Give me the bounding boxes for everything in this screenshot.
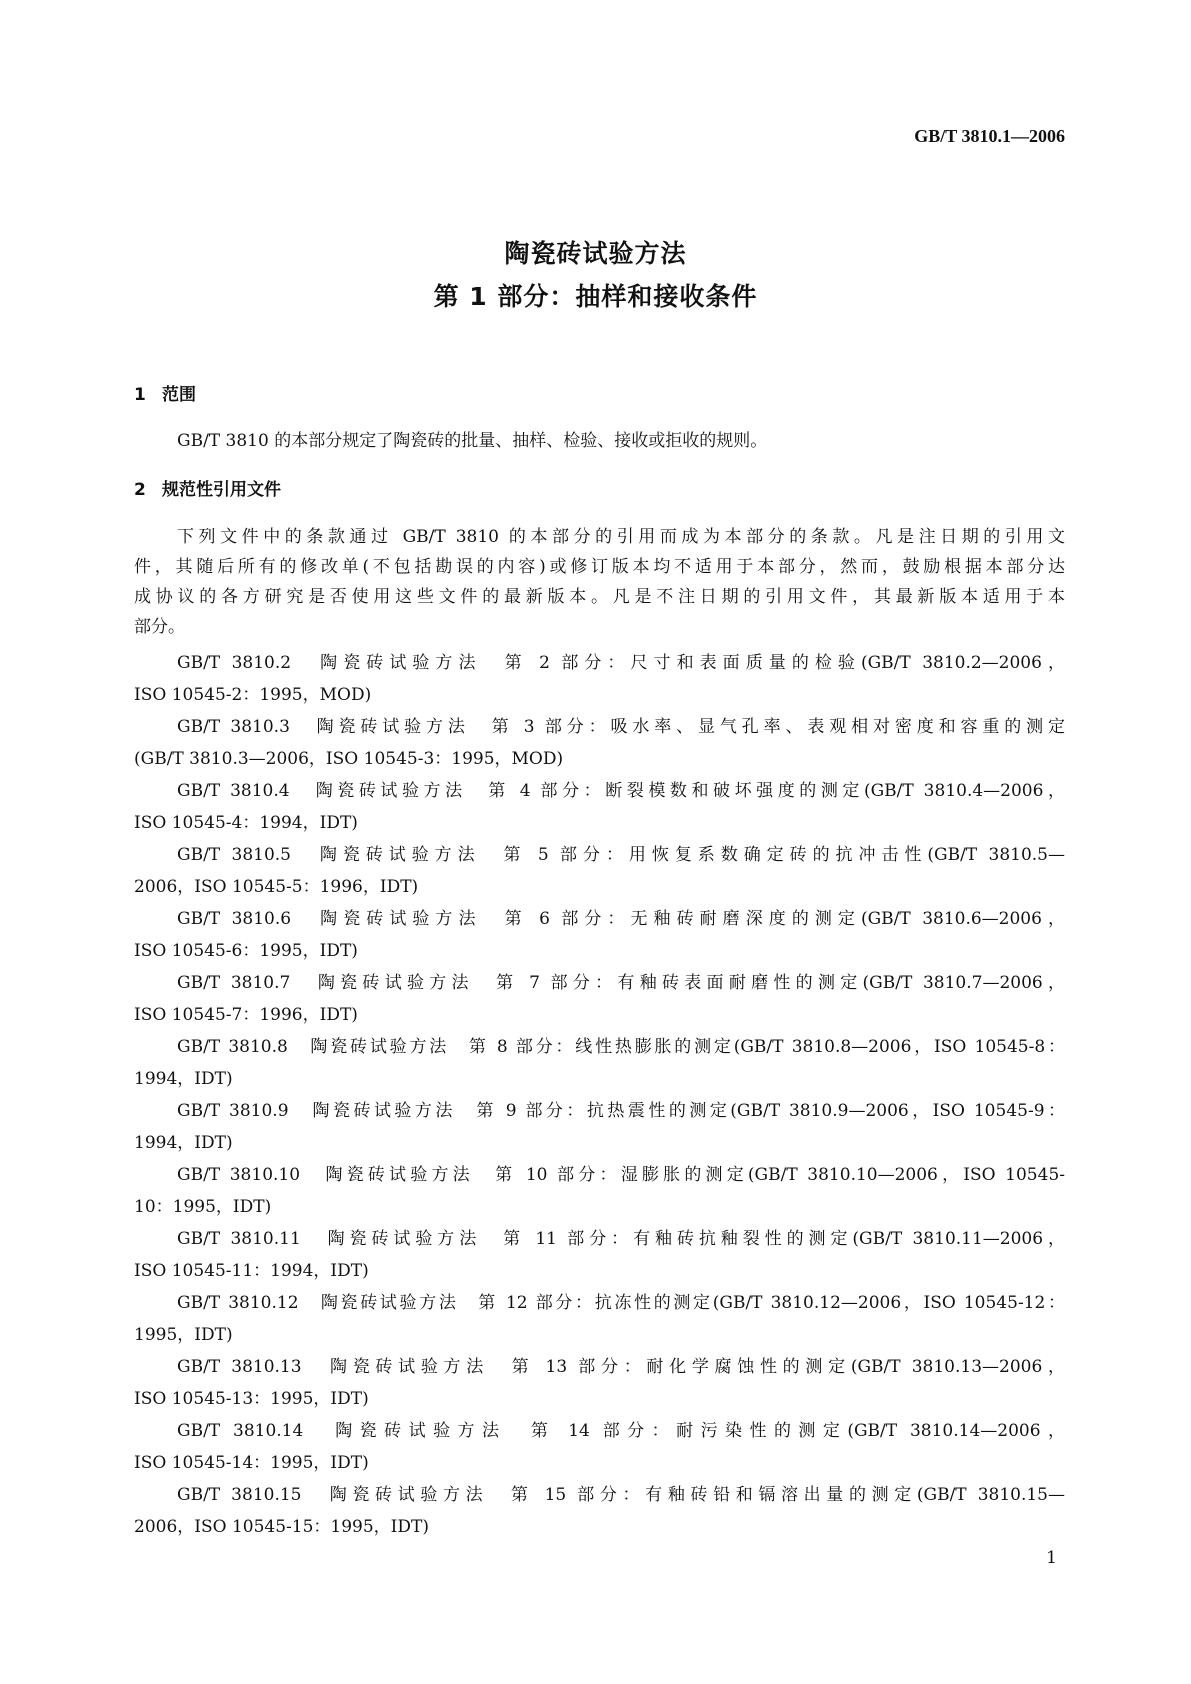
reference-line: GB/T 3810.11 陶瓷砖试验方法 第 11 部分：有釉砖抗釉裂性的测定(GB/T 3810.11—2006， — [177, 1229, 1065, 1249]
reference-line: GB/T 3810.7 陶瓷砖试验方法 第 7 部分：有釉砖表面耐磨性的测定(GB/T 3810.7—2006， — [177, 973, 1065, 993]
reference-item — [134, 967, 1065, 1031]
paragraph-line: 成协议的各方研究是否使用这些文件的最新版本。凡是不注日期的引用文件，其最新版本适用于本 — [134, 587, 1065, 607]
reference-line: GB/T 3810.5 陶瓷砖试验方法 第 5 部分：用恢复系数确定砖的抗冲击性(GB/T 3810.5— — [177, 845, 1065, 865]
reference-item — [134, 839, 1065, 903]
reference-line: 1994，IDT) — [134, 1133, 233, 1153]
reference-item — [134, 647, 1065, 711]
reference-line: GB/T 3810.13 陶瓷砖试验方法 第 13 部分：耐化学腐蚀性的测定(GB/T 3810.13—2006， — [177, 1357, 1065, 1377]
reference-line: ISO 10545-2：1995，MOD) — [134, 685, 372, 705]
document-subtitle: 第 1 部分：抽样和接收条件 — [433, 282, 758, 311]
page-number: 1 — [1046, 1548, 1057, 1568]
reference-line: 2006，ISO 10545-15：1995，IDT) — [134, 1517, 430, 1537]
reference-line: GB/T 3810.4 陶瓷砖试验方法 第 4 部分：断裂模数和破坏强度的测定(GB/T 3810.4—2006， — [177, 781, 1065, 801]
reference-line: 1994，IDT) — [134, 1069, 233, 1089]
section-2-intro — [134, 522, 1065, 642]
reference-line: ISO 10545-11：1994，IDT) — [134, 1261, 369, 1281]
reference-line: (GB/T 3810.3—2006，ISO 10545-3：1995，MOD) — [134, 749, 564, 769]
section-2-heading: 2 规范性引用文件 — [134, 480, 281, 500]
reference-item — [134, 1223, 1065, 1287]
reference-line: GB/T 3810.3 陶瓷砖试验方法 第 3 部分：吸水率、显气孔率、表观相对密度和容重的测定 — [177, 717, 1065, 737]
reference-item — [134, 1415, 1065, 1479]
paragraph-line: 下列文件中的条款通过 GB/T 3810 的本部分的引用而成为本部分的条款。凡是注日期的引用文 — [177, 527, 1065, 547]
reference-line: GB/T 3810.6 陶瓷砖试验方法 第 6 部分：无釉砖耐磨深度的测定(GB/T 3810.6—2006， — [177, 909, 1065, 929]
reference-line: GB/T 3810.12 陶瓷砖试验方法 第 12 部分：抗冻性的测定(GB/T 3810.12—2006，ISO 10545-12： — [177, 1293, 1065, 1313]
reference-line: GB/T 3810.10 陶瓷砖试验方法 第 10 部分：湿膨胀的测定(GB/T 3810.10—2006，ISO 10545- — [177, 1165, 1065, 1185]
reference-line: GB/T 3810.9 陶瓷砖试验方法 第 9 部分：抗热震性的测定(GB/T 3810.9—2006，ISO 10545-9： — [177, 1101, 1065, 1121]
document-title: 陶瓷砖试验方法 — [504, 239, 687, 268]
reference-item — [134, 1095, 1065, 1159]
standard-code-header: GB/T 3810.1—2006 — [914, 126, 1065, 146]
section-1-body — [134, 426, 1065, 456]
reference-item — [134, 1159, 1065, 1223]
paragraph-line: 件，其随后所有的修改单(不包括勘误的内容)或修订版本均不适用于本部分，然而，鼓励根据本部分达 — [134, 557, 1065, 577]
reference-line: ISO 10545-6：1995，IDT) — [134, 941, 358, 961]
reference-line: ISO 10545-4：1994，IDT) — [134, 813, 358, 833]
reference-line: 1995，IDT) — [134, 1325, 233, 1345]
section-1-heading: 1 范围 — [134, 385, 196, 405]
reference-line: ISO 10545-13：1995，IDT) — [134, 1389, 369, 1409]
reference-item — [134, 711, 1065, 775]
reference-line: GB/T 3810.8 陶瓷砖试验方法 第 8 部分：线性热膨胀的测定(GB/T 3810.8—2006，ISO 10545-8： — [177, 1037, 1065, 1057]
reference-item — [134, 1351, 1065, 1415]
reference-item — [134, 1031, 1065, 1095]
paragraph-line: 部分。 — [134, 617, 185, 637]
reference-list — [134, 647, 1065, 1543]
reference-line: ISO 10545-7：1996，IDT) — [134, 1005, 358, 1025]
reference-line: GB/T 3810.15 陶瓷砖试验方法 第 15 部分：有釉砖铅和镉溶出量的测定(GB/T 3810.15— — [177, 1485, 1065, 1505]
paragraph-line: GB/T 3810 的本部分规定了陶瓷砖的批量、抽样、检验、接收或拒收的规则。 — [177, 431, 768, 451]
reference-item — [134, 1287, 1065, 1351]
reference-line: GB/T 3810.2 陶瓷砖试验方法 第 2 部分：尺寸和表面质量的检验(GB/T 3810.2—2006， — [177, 653, 1065, 673]
reference-item — [134, 903, 1065, 967]
reference-item — [134, 775, 1065, 839]
reference-line: 2006，ISO 10545-5：1996，IDT) — [134, 877, 419, 897]
reference-line: 10：1995，IDT) — [134, 1197, 272, 1217]
reference-line: GB/T 3810.14 陶瓷砖试验方法 第 14 部分：耐污染性的测定(GB/T 3810.14—2006， — [177, 1421, 1065, 1441]
reference-line: ISO 10545-14：1995，IDT) — [134, 1453, 369, 1473]
reference-item — [134, 1479, 1065, 1543]
